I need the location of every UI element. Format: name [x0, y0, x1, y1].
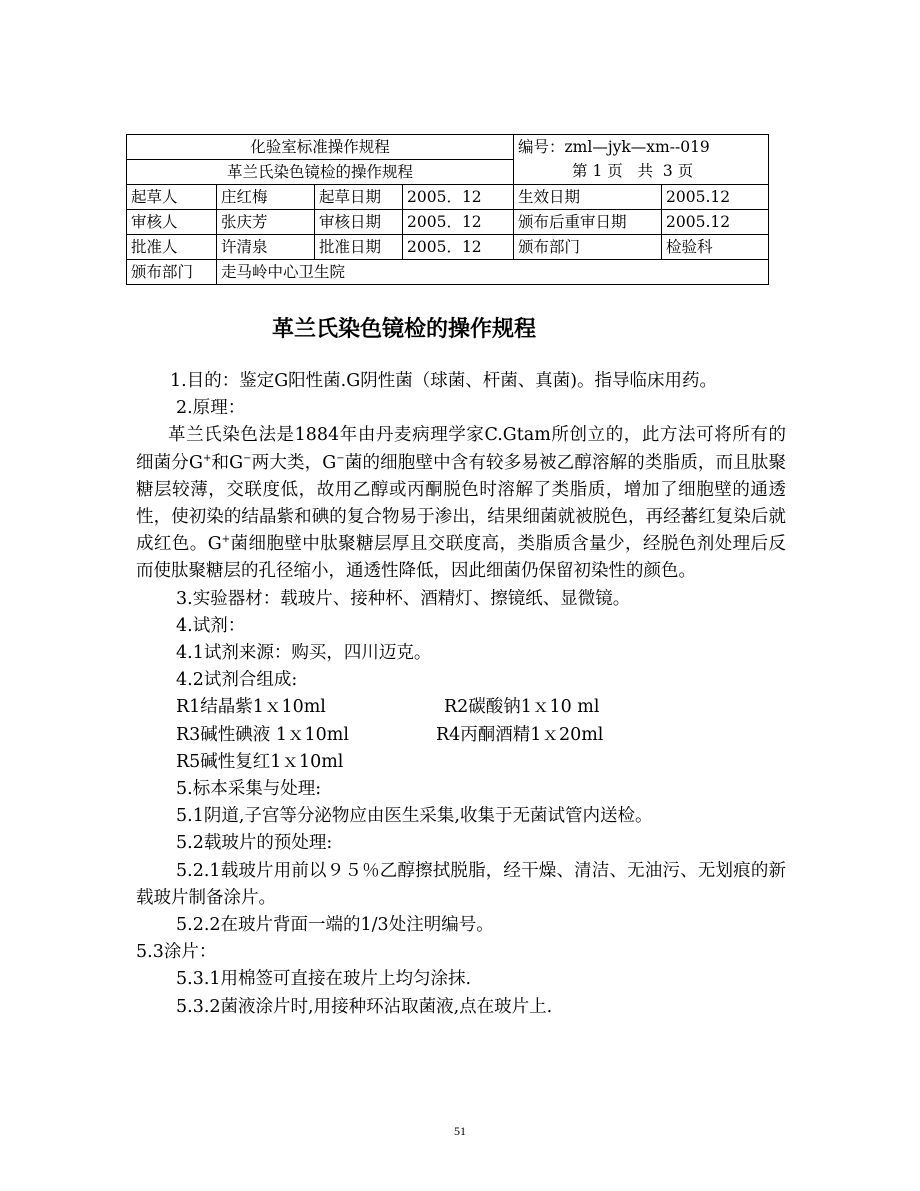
draft-date-label: 起草日期: [315, 185, 403, 210]
effective-date-label: 生效日期: [514, 185, 662, 210]
reagent-row: [136, 694, 786, 721]
reagent-composition-heading: 4.2试剂合组成:: [176, 670, 298, 691]
section-reagents-heading: 4.试剂：: [176, 615, 246, 636]
publish-dept-value: 走马岭中心卫生院: [217, 260, 769, 285]
slide-pretreatment-1: 5.2.1载玻片用前以９５％乙醇擦拭脱脂，经干燥、清洁、无油污、无划痕的新载玻片制备涂片。: [136, 860, 786, 908]
reviewer-label: 审核人: [127, 210, 217, 235]
reagent-r4: R4丙酮酒精1ｘ20ml: [436, 724, 604, 745]
principle-paragraph: 革兰氏染色法是1884年由丹麦病理学家C.Gtam所创立的，此方法可将所有的细菌分G+和G−两大类，G−菌的细胞壁中含有较多易被乙醇溶解的类脂质，而且肽聚糖层较薄，交联度低，故用乙醇或丙酮脱色时溶解了类脂质，增加了细胞壁的通透性，使初染的结晶紫和碘的复合物易于渗出，结果细菌就被脱色，再经蕃红复染后就成红色。G+菌细胞壁中肽聚糖层厚且交联度高，类脂质含量少，经脱色剂处理后反而使肽聚糖层的孔径缩小，通透性降低，因此细菌仍保留初染性的颜色。: [136, 425, 787, 582]
specimen-collection: 5.1阴道,子宫等分泌物应由医生采集,收集于无菌试管内送检。: [176, 806, 653, 827]
header-title-1: 化验室标准操作规程: [127, 135, 514, 160]
drafter-value: 庄红梅: [217, 185, 315, 210]
re-review-date-label: 颁布后重审日期: [514, 210, 662, 235]
drafter-label: 起草人: [127, 185, 217, 210]
draft-date-value: 2005．12: [403, 185, 514, 210]
section-principle-heading: 2.原理：: [176, 398, 246, 419]
slide-pretreatment-heading: 5.2载玻片的预处理:: [176, 833, 333, 854]
approve-date-label: 批准日期: [315, 235, 403, 260]
section-purpose: 1.目的：鉴定G阳性菌.G阴性菌（球菌、杆菌、真菌)。指导临床用药。: [170, 371, 718, 391]
reagent-row: [136, 722, 786, 749]
section-equipment: 3.实验器材：载玻片、接种杯、酒精灯、擦镜纸、显微镜。: [176, 588, 631, 609]
document-title: 革兰氏染色镜检的操作规程: [271, 317, 536, 342]
page-info: 第 1 页 共 3 页: [572, 162, 694, 180]
issuing-dept-value: 检验科: [662, 235, 769, 260]
header-title-2: 革兰氏染色镜检的操作规程: [127, 160, 514, 185]
effective-date-value: 2005.12: [662, 185, 769, 210]
table-row: [127, 260, 769, 285]
issuing-dept-label: 颁布部门: [514, 235, 662, 260]
reagent-source: 4.1试剂来源：购买，四川迈克。: [176, 643, 432, 664]
section-specimen-heading: 5.标本采集与处理:: [176, 779, 322, 800]
reviewer-value: 张庆芳: [217, 210, 315, 235]
page-number: 51: [454, 1124, 466, 1138]
reagent-r2: R2碳酸钠1ｘ10 ml: [444, 697, 600, 718]
document-body: [136, 368, 786, 1021]
re-review-date-value: 2005.12: [662, 210, 769, 235]
review-date-value: 2005．12: [403, 210, 514, 235]
review-date-label: 审核日期: [315, 210, 403, 235]
reagent-r3: R3碱性碘液 1ｘ10ml: [176, 724, 349, 745]
approver-label: 批准人: [127, 235, 217, 260]
table-row: [127, 210, 769, 235]
approve-date-value: 2005．12: [403, 235, 514, 260]
doc-number: 编号：zml—jyk—xm--019: [518, 138, 710, 156]
table-row: [127, 185, 769, 210]
approver-value: 许清泉: [217, 235, 315, 260]
reagent-r5: R5碱性复红1ｘ10ml: [176, 751, 344, 772]
publish-dept-label: 颁布部门: [127, 260, 217, 285]
doc-number-cell: [514, 135, 769, 185]
smear-step-1: 5.3.1用棉签可直接在玻片上均匀涂抹.: [176, 969, 472, 990]
header-table: [126, 134, 769, 285]
smear-heading: 5.3涂片：: [136, 942, 217, 963]
slide-pretreatment-2: 5.2.2在玻片背面一端的1/3处注明编号。: [176, 915, 494, 936]
table-row: [127, 235, 769, 260]
reagent-r1: R1结晶紫1ｘ10ml: [176, 697, 326, 718]
smear-step-2: 5.3.2菌液涂片时,用接种环沾取菌液,点在玻片上.: [176, 996, 553, 1017]
